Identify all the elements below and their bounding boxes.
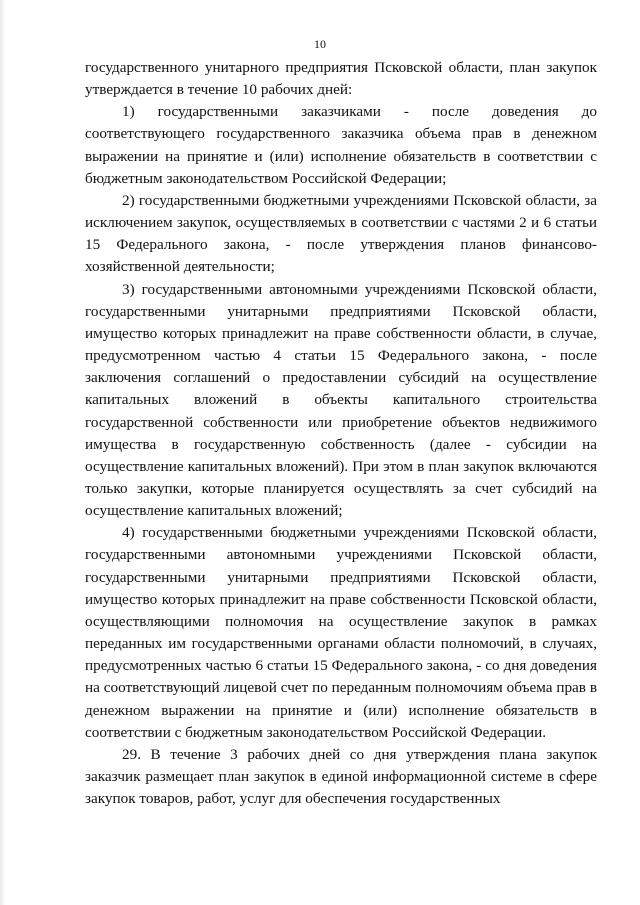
clause-29: 29. В течение 3 рабочих дней со дня утверждения плана закупок заказчик размещает план закупок в единой информационной системе в сфере закупок товаров, работ, услуг для обеспечения государственных bbox=[85, 745, 597, 808]
paragraph-continuation: государственного унитарного предприятия Псковской области, план закупок утверждается в течение 10 рабочих дней: bbox=[85, 59, 597, 99]
document-body bbox=[85, 57, 597, 810]
page-edge-shadow bbox=[0, 0, 6, 905]
page-number: 10 bbox=[314, 37, 326, 51]
list-item-4: 4) государственными бюджетными учреждениями Псковской области, государственными автономными учреждениями Псковской области, государственными унитарными предприятиями Псковской области, имущество которых принадлежит на праве собственности Псковской области, осуществляющими полномочия на осуществление закупок в рамках переданных им государственными органами области полномочий, в случаях, предусмотренных частью 6 статьи 15 Федерального закона, - со дня доведения на соответствующий лицевой счет по переданным полномочиям объема прав в денежном выражении на принятие и (или) исполнение обязательств в соответствии с бюджетным законодательством Российской Федерации. bbox=[85, 524, 597, 741]
list-item-1: 1) государственными заказчиками - после доведения до соответствующего государственного заказчика объема прав в денежном выражении на принятие и (или) исполнение обязательств в соответствии с бюджетным законодательством Российской Федерации; bbox=[85, 103, 597, 187]
list-item-3: 3) государственными автономными учреждениями Псковской области, государственными унитарными предприятиями Псковской области, имущество которых принадлежит на праве собственности области, в случае, предусмотренном частью 4 статьи 15 Федерального закона, - после заключения соглашений о предоставлении субсидий на осуществление капитальных вложений в объекты капитального строительства государственной собственности или приобретение объектов недвижимого имущества в государственную собственность (далее - субсидии на осуществление капитальных вложений). При этом в план закупок включаются только закупки, которые планируется осуществлять за счет субсидий на осуществление капитальных вложений; bbox=[85, 280, 597, 520]
list-item-2: 2) государственными бюджетными учреждениями Псковской области, за исключением закупок, осуществляемых в соответствии с частями 2 и 6 статьи 15 Федерального закона, - после утверждения планов финансово-хозяйственной деятельности; bbox=[85, 191, 597, 276]
